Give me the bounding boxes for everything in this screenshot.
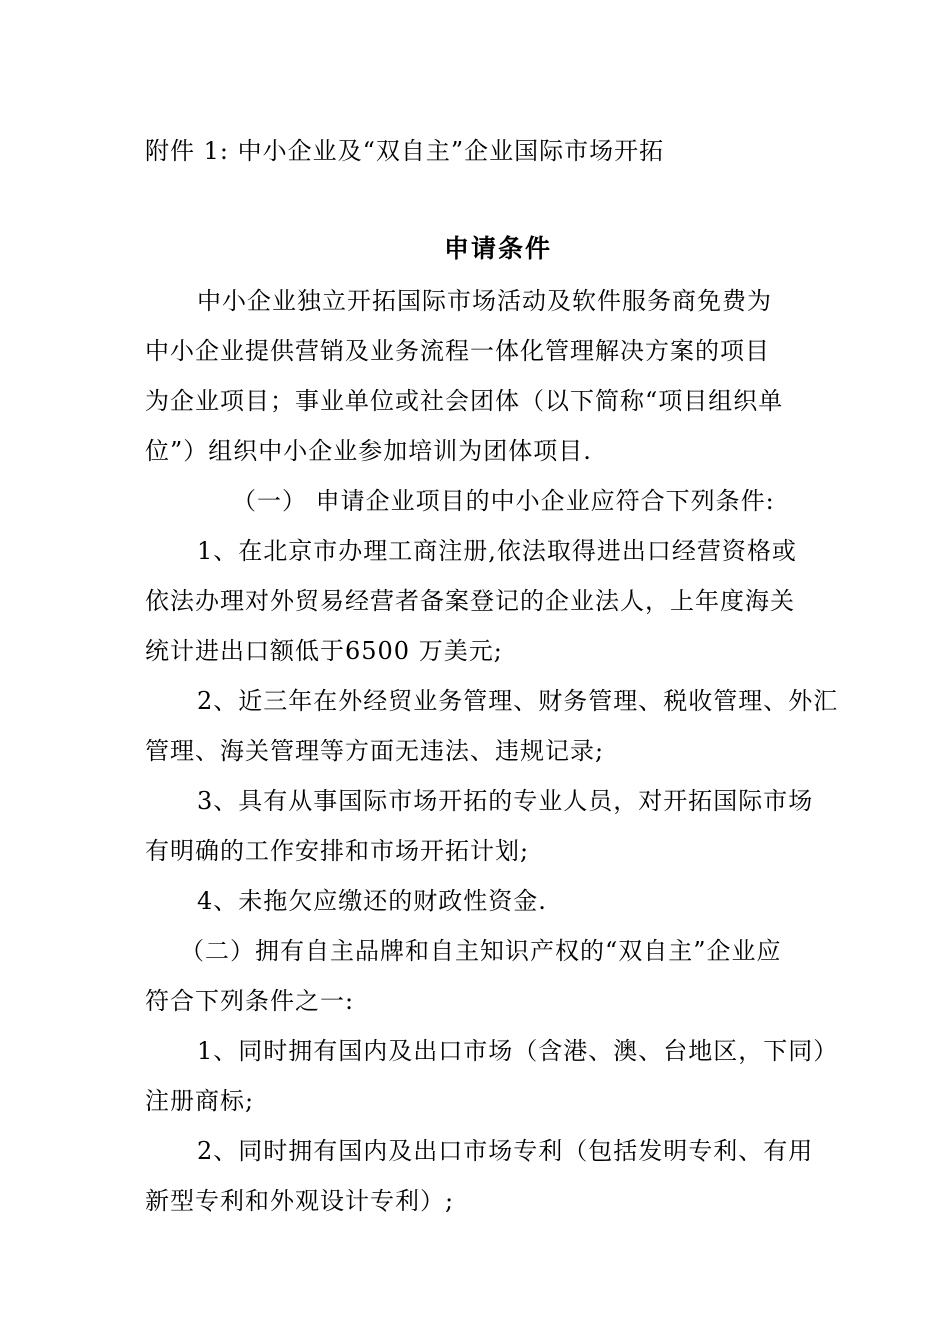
section1-item2-line1: 2、近三年在外经贸业务管理、财务管理、税收管理、外汇 [197,687,839,715]
page-title: 申请条件 [444,234,553,263]
section2-item1-line2: 注册商标; [145,1087,255,1115]
section2-item1-line1: 1、同时拥有国内及出口市场（含港、澳、台地区，下同） [197,1037,839,1065]
section2-heading-line2: 符合下列条件之一: [145,987,355,1015]
intro-line-1: 中小企业独立开拓国际市场活动及软件服务商免费为 [197,287,772,315]
section1-item1-line1: 1、在北京市办理工商注册,依法取得进出口经营资格或 [197,537,797,565]
intro-line-3: 为企业项目；事业单位或社会团体（以下简称“项目组织单 [145,387,784,415]
section1-item3-line2: 有明确的工作安排和市场开拓计划; [145,837,530,865]
section1-item1-line2: 依法办理对外贸易经营者备案登记的企业法人，上年度海关 [145,587,795,615]
section2-heading-line1: （二）拥有自主品牌和自主知识产权的“双自主”企业应 [180,937,782,965]
section1-item3-line1: 3、具有从事国际市场开拓的专业人员，对开拓国际市场 [197,787,814,815]
intro-line-4: 位”）组织中小企业参加培训为团体项目. [145,437,592,465]
section1-item1-line3: 统计进出口额低于6500 万美元; [145,637,503,665]
attachment-title: 附件 1: 中小企业及“双自主”企业国际市场开拓 [145,137,665,165]
section1-item4-line1: 4、未拖欠应缴还的财政性资金. [197,887,547,915]
section1-item2-line2: 管理、海关管理等方面无违法、违规记录; [145,737,605,765]
section1-heading: （一） 申请企业项目的中小企业应符合下列条件: [232,487,775,515]
intro-line-2: 中小企业提供营销及业务流程一体化管理解决方案的项目 [145,337,770,365]
section2-item2-line1: 2、同时拥有国内及出口市场专利（包括发明专利、有用 [197,1137,814,1165]
section2-item2-line2: 新型专利和外观设计专利）; [145,1187,455,1215]
